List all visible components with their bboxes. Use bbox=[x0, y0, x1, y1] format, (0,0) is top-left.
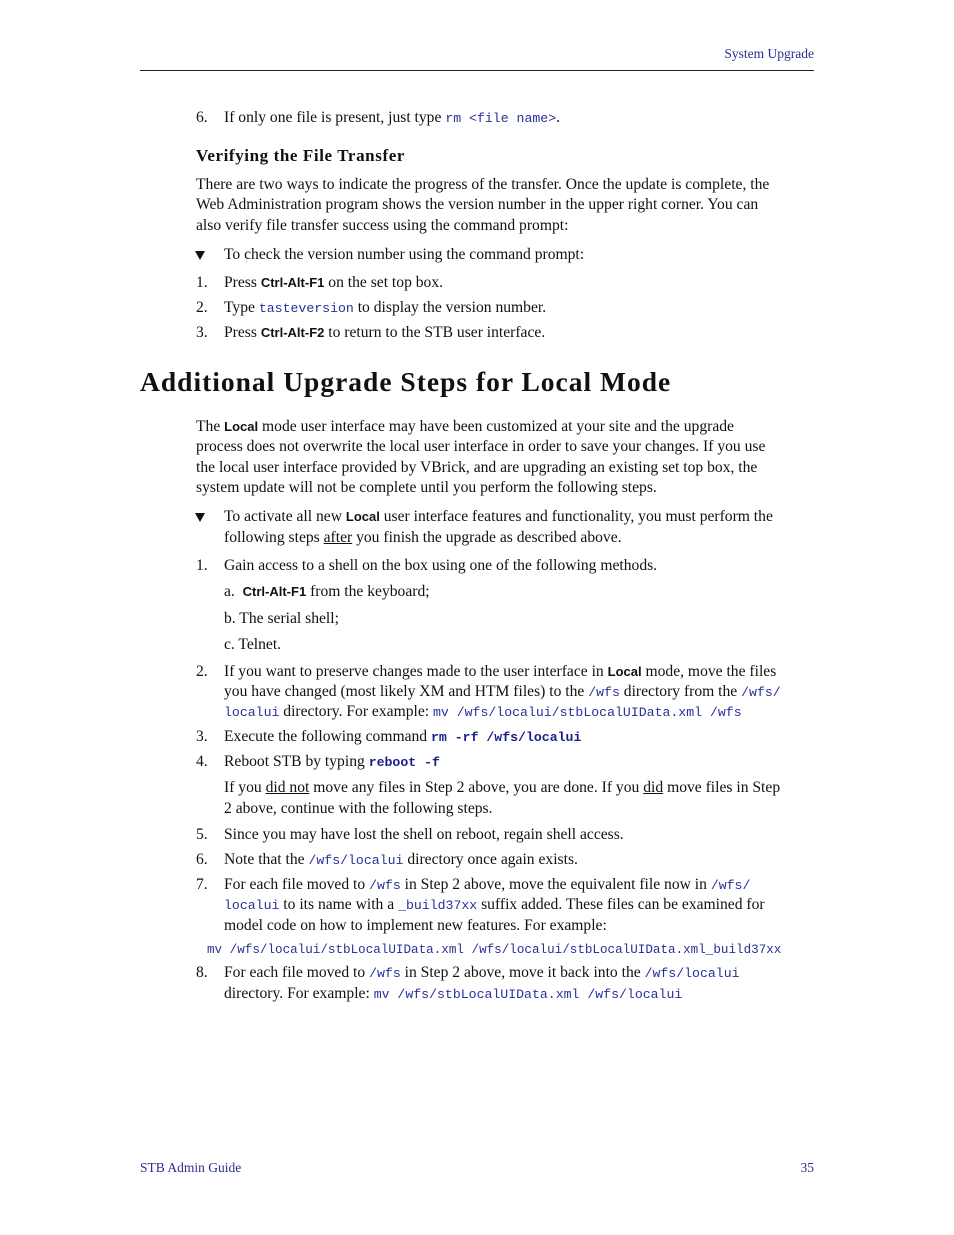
local-step-2-line-2: you have changed (most likely XM and HTM files) to the /wfs directory from the /wfs/ bbox=[224, 683, 781, 700]
verify-bullet-text: To check the version number using the command prompt: bbox=[224, 246, 585, 263]
local-bullet-line-1: To activate all new Local user interface features and functionality, you must perform the bbox=[224, 508, 773, 525]
step-7-example bbox=[207, 939, 781, 960]
step-number: 7. bbox=[196, 876, 208, 893]
header-rule bbox=[140, 70, 814, 71]
inline-code-bold: rm -rf /wfs/localui bbox=[431, 730, 582, 745]
local-intro: The Local mode user interface may have been customized at your site and the upgrade process does not overwrite the local user interface in order to save your changes. If you use the local user interface provided by VBrick, and are upgrading an existing set top box, the system update will not be complete until you perform the following steps. bbox=[196, 418, 766, 496]
key-combo: Ctrl-Alt-F2 bbox=[260, 325, 325, 340]
local-step-6: Note that the /wfs/localui directory once again exists. bbox=[224, 851, 578, 868]
substep-b: b. The serial shell; bbox=[224, 610, 339, 627]
step-number: 8. bbox=[196, 964, 208, 981]
verify-intro: There are two ways to indicate the progress of the transfer. Once the update is complete, the Web Administration program shows the version number in the upper right corner. You can also verify file transfer success using the command prompt: bbox=[196, 176, 770, 234]
footer-guide-title: STB Admin Guide bbox=[140, 1160, 242, 1175]
step-number: 2. bbox=[196, 663, 208, 680]
section-heading-local-mode: Additional Upgrade Steps for Local Mode bbox=[140, 366, 672, 397]
inline-code: rm <file name> bbox=[445, 111, 557, 126]
step-number: 5. bbox=[196, 826, 208, 843]
inline-code: /wfs/ bbox=[710, 878, 751, 893]
inline-code: mv /wfs/localui/stbLocalUIData.xml /wfs/localui/stbLocalUIData.xml_build37xx bbox=[207, 943, 782, 957]
step-number: 2. bbox=[196, 299, 208, 316]
key-local: Local bbox=[224, 419, 259, 434]
inline-code: /wfs bbox=[588, 685, 620, 700]
step-number: 1. bbox=[196, 557, 208, 574]
inline-code: /wfs/localui bbox=[644, 966, 740, 981]
inline-code: /wfs/ bbox=[741, 685, 781, 700]
step-number: 6. bbox=[196, 109, 208, 126]
local-step-5: Since you may have lost the shell on reboot, regain shell access. bbox=[224, 826, 624, 843]
page-number: 35 bbox=[800, 1160, 814, 1175]
local-step-4: Reboot STB by typing reboot -f bbox=[224, 753, 440, 770]
substep-a: a. Ctrl-Alt-F1 from the keyboard; bbox=[224, 583, 430, 600]
key-local: Local bbox=[607, 664, 642, 679]
inline-code: localui bbox=[224, 898, 280, 913]
step-number: 6. bbox=[196, 851, 208, 868]
inline-code: mv /wfs/stbLocalUIData.xml /wfs/localui bbox=[373, 987, 683, 1002]
running-header: System Upgrade bbox=[724, 46, 814, 61]
inline-code: /wfs bbox=[369, 966, 401, 981]
local-step-7-line-1: For each file moved to /wfs in Step 2 above, move the equivalent file now in /wfs/ bbox=[224, 876, 751, 893]
verify-step-1: Press Ctrl-Alt-F1 on the set top box. bbox=[224, 274, 444, 291]
inline-code: _build37xx bbox=[398, 898, 478, 913]
step-number: 3. bbox=[196, 728, 208, 745]
bullet-triangle-icon bbox=[195, 251, 205, 260]
inline-code: /wfs/localui bbox=[308, 853, 404, 868]
key-combo: Ctrl-Alt-F1 bbox=[242, 584, 307, 599]
key-combo: Ctrl-Alt-F1 bbox=[260, 275, 325, 290]
substep-c: c. Telnet. bbox=[224, 636, 282, 653]
local-step-7-line-2: localui to its name with a _build37xx suffix added. These files can be examined for bbox=[224, 896, 765, 913]
section-heading-verifying: Verifying the File Transfer bbox=[196, 146, 405, 165]
local-step-1: Gain access to a shell on the box using one of the following methods. bbox=[224, 557, 658, 574]
step-number: 4. bbox=[196, 753, 208, 770]
local-step-8-line-1: For each file moved to /wfs in Step 2 above, move it back into the /wfs/localui bbox=[224, 964, 740, 981]
step-number: 3. bbox=[196, 324, 208, 341]
step-number: 1. bbox=[196, 274, 208, 291]
local-step-2-line-1: If you want to preserve changes made to the user interface in Local mode, move the files bbox=[224, 663, 777, 680]
inline-code: tasteversion bbox=[258, 301, 354, 316]
local-bullet-line-2: following steps after you finish the upgrade as described above. bbox=[224, 529, 622, 546]
inline-code-bold: reboot -f bbox=[368, 755, 440, 770]
key-local: Local bbox=[345, 509, 380, 524]
inline-code: /wfs bbox=[369, 878, 401, 893]
local-step-7-line-3: model code on how to implement new features. For example: bbox=[224, 917, 607, 934]
step-4-note-line-1: If you did not move any files in Step 2 above, you are done. If you did move files in Step bbox=[224, 779, 781, 796]
step-6-text: If only one file is present, just type rm <file name>. bbox=[224, 109, 561, 126]
bullet-triangle-icon bbox=[195, 513, 205, 522]
verify-step-2: Type tasteversion to display the version number. bbox=[224, 299, 547, 316]
inline-code: mv /wfs/localui/stbLocalUIData.xml /wfs bbox=[432, 705, 742, 720]
step-4-note-line-2: 2 above, continue with the following steps. bbox=[224, 800, 493, 817]
local-step-2-line-3: localui directory. For example: mv /wfs/localui/stbLocalUIData.xml /wfs bbox=[224, 703, 742, 720]
local-step-3: Execute the following command rm -rf /wfs/localui bbox=[224, 728, 582, 745]
verify-step-3: Press Ctrl-Alt-F2 to return to the STB user interface. bbox=[224, 324, 546, 341]
inline-code: localui bbox=[224, 705, 280, 720]
local-step-8-line-2: directory. For example: mv /wfs/stbLocalUIData.xml /wfs/localui bbox=[224, 985, 683, 1002]
